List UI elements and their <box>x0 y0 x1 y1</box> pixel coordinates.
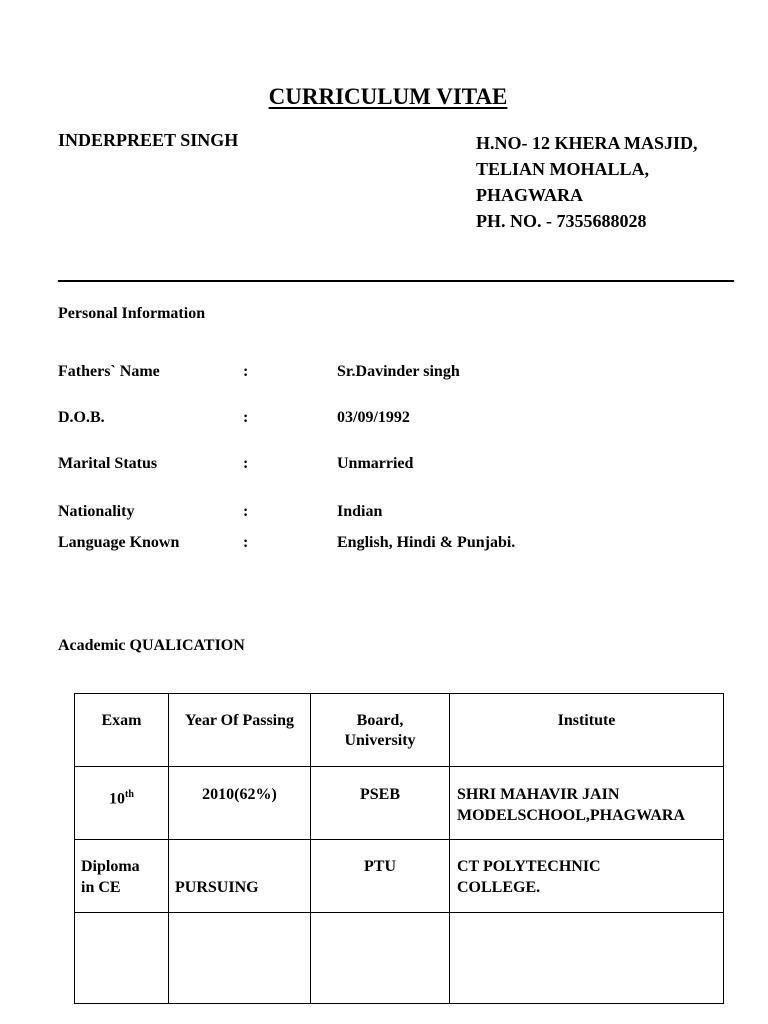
cell-institute: CT POLYTECHNIC COLLEGE. <box>450 840 724 913</box>
academic-heading: Academic QUALICATION <box>58 637 245 654</box>
address-block <box>476 130 698 234</box>
info-label: D.O.B. <box>58 409 105 426</box>
table-header-row <box>75 694 724 767</box>
cell-exam: Diploma in CE <box>75 840 169 913</box>
cell-year: 2010(62%) <box>169 767 311 840</box>
table-row <box>75 840 724 913</box>
column-header-year: Year Of Passing <box>169 694 311 767</box>
cell-exam: 10th <box>75 767 169 840</box>
document-title: CURRICULUM VITAE <box>268 84 508 109</box>
column-header-exam: Exam <box>75 694 169 767</box>
address-line: PHAGWARA <box>476 185 583 205</box>
cell-board: PTU <box>311 840 450 913</box>
academic-table <box>74 693 724 1004</box>
info-separator: : <box>243 409 249 426</box>
candidate-name: INDERPREET SINGH <box>58 130 239 150</box>
cell-year: PURSUING <box>169 840 311 913</box>
cell-empty <box>311 913 450 1004</box>
cell-empty <box>169 913 311 1004</box>
info-separator: : <box>243 534 249 551</box>
personal-info-heading: Personal Information <box>58 305 206 322</box>
table-row-empty <box>75 913 724 1004</box>
info-label: Language Known <box>58 534 180 551</box>
info-label: Marital Status <box>58 455 158 472</box>
address-line: TELIAN MOHALLA, <box>476 159 650 179</box>
info-row-marital-status <box>58 455 738 477</box>
cell-empty <box>75 913 169 1004</box>
info-row-languages <box>58 534 738 556</box>
info-value: Unmarried <box>337 455 414 472</box>
info-value: English, Hindi & Punjabi. <box>337 534 516 551</box>
info-row-dob <box>58 409 738 431</box>
info-row-nationality <box>58 503 738 525</box>
info-row-fathers-name <box>58 363 738 385</box>
column-header-institute: Institute <box>450 694 724 767</box>
info-label: Fathers` Name <box>58 363 160 380</box>
info-value: Sr.Davinder singh <box>337 363 460 380</box>
info-label: Nationality <box>58 503 135 520</box>
header-divider <box>58 280 734 282</box>
address-line: H.NO- 12 KHERA MASJID, <box>476 133 698 153</box>
info-separator: : <box>243 455 249 472</box>
info-separator: : <box>243 363 249 380</box>
info-value: 03/09/1992 <box>337 409 410 426</box>
info-value: Indian <box>337 503 383 520</box>
cell-empty <box>450 913 724 1004</box>
cell-board: PSEB <box>311 767 450 840</box>
column-header-board: Board, University <box>311 694 450 767</box>
cell-institute: SHRI MAHAVIR JAIN MODELSCHOOL,PHAGWARA <box>450 767 724 840</box>
phone-line: PH. NO. - 7355688028 <box>476 211 647 231</box>
info-separator: : <box>243 503 249 520</box>
table-row <box>75 767 724 840</box>
